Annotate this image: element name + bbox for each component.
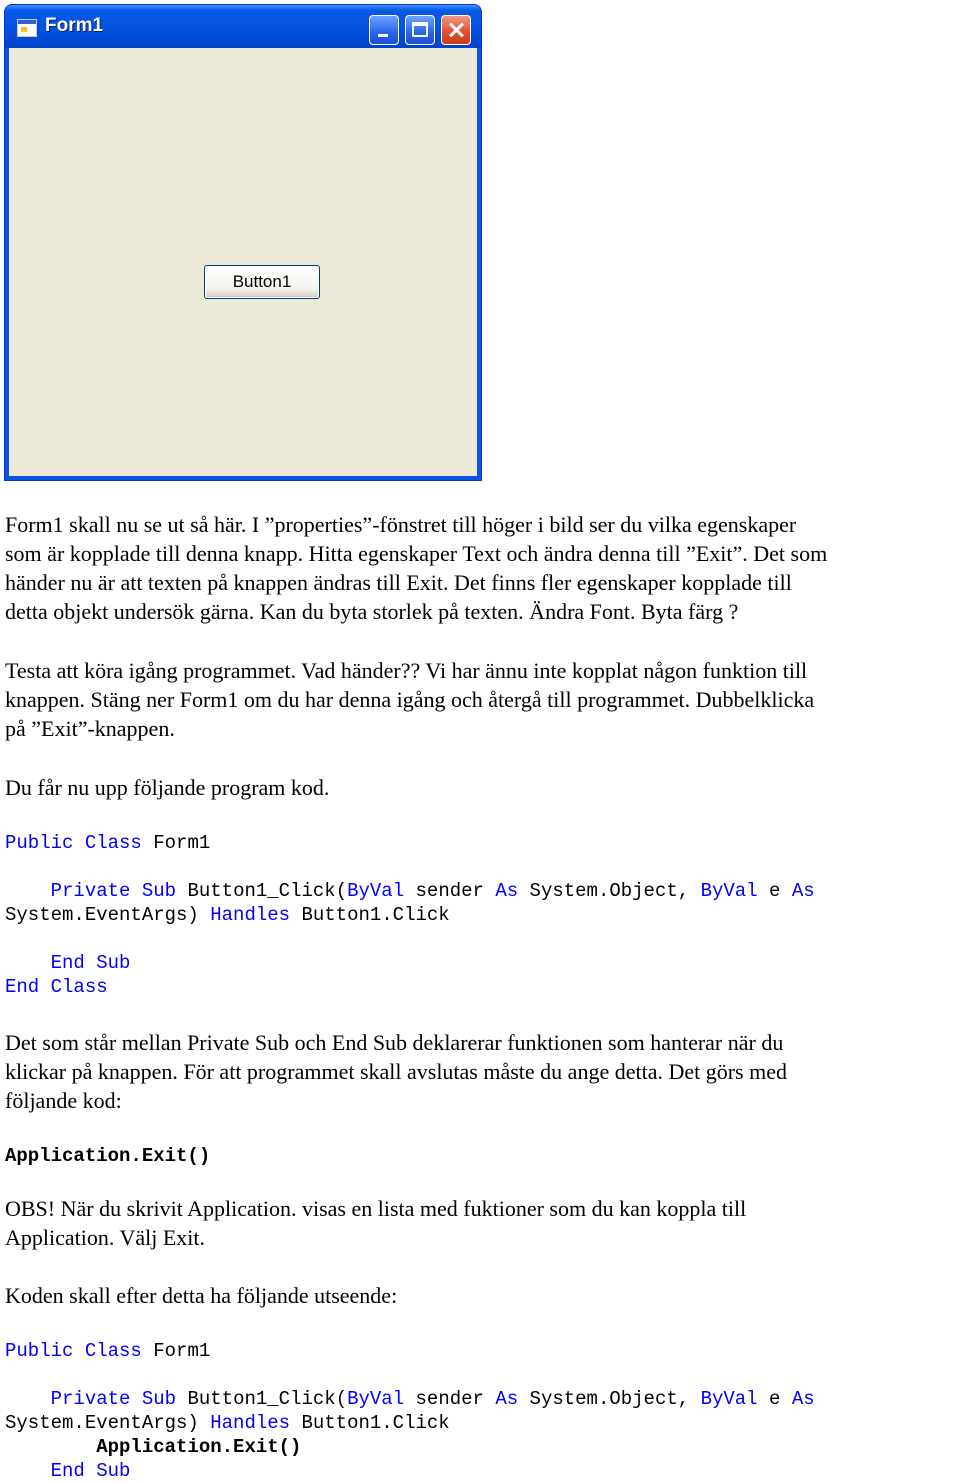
code-line xyxy=(5,1412,450,1434)
keyword: Public xyxy=(5,832,74,854)
keyword: As xyxy=(495,880,519,902)
keyword: End xyxy=(50,952,85,974)
keyword: ByVal xyxy=(700,1388,758,1410)
paragraph-run-program xyxy=(5,656,957,743)
code-line xyxy=(5,1436,301,1458)
text-line: detta objekt undersök gärna. Kan du byta storlek på texten. Ändra Font. Byta färg ? xyxy=(5,599,739,624)
keyword: End xyxy=(5,976,40,998)
close-icon xyxy=(442,16,470,44)
code-line xyxy=(5,880,815,902)
code-line xyxy=(5,1388,815,1410)
code-line xyxy=(5,1340,210,1362)
keyword: Private xyxy=(50,1388,131,1410)
text-line: på ”Exit”-knappen. xyxy=(5,716,175,741)
code-text: sender xyxy=(404,880,496,902)
minimize-button[interactable] xyxy=(369,15,399,45)
text-line: klickar på knappen. För att programmet skall avslutas måste du ange detta. Det görs med xyxy=(5,1059,787,1084)
window-title: Form1 xyxy=(45,15,104,36)
paragraph-intro xyxy=(5,510,957,626)
text-line: knappen. Stäng ner Form1 om du har denna igång och återgå till programmet. Dubbelklicka xyxy=(5,687,815,712)
code-text: System.Object, xyxy=(518,880,701,902)
code-line xyxy=(5,976,108,998)
code-exit-call: Application.Exit() xyxy=(5,1145,211,1167)
paragraph-note xyxy=(5,1194,957,1252)
form1-window xyxy=(4,4,482,481)
text-line: Koden skall efter detta ha följande utseende: xyxy=(5,1283,398,1308)
keyword: Class xyxy=(84,1340,142,1362)
keyword: Class xyxy=(50,976,108,998)
code-text: e xyxy=(757,880,792,902)
keyword: Private xyxy=(50,880,131,902)
keyword: End xyxy=(50,1460,85,1482)
code-text: Button1.Click xyxy=(290,904,450,926)
code-text: e xyxy=(757,1388,792,1410)
code-exit-call: Application.Exit() xyxy=(96,1436,302,1458)
code-text: System.EventArgs) xyxy=(5,904,211,926)
maximize-button[interactable] xyxy=(405,15,435,45)
keyword: As xyxy=(791,880,815,902)
code-block-initial xyxy=(5,831,815,999)
text-line: Form1 skall nu se ut så här. I ”properties”-fönstret till höger i bild ser du vilka egenskaper xyxy=(5,512,797,537)
text-line: händer nu är att texten på knappen ändras till Exit. Det finns fler egenskaper kopplade till xyxy=(5,570,792,595)
code-line xyxy=(5,904,450,926)
code-text: Button1_Click( xyxy=(176,1388,348,1410)
keyword: Public xyxy=(5,1340,74,1362)
keyword: ByVal xyxy=(347,1388,405,1410)
code-text: Button1_Click( xyxy=(176,880,348,902)
code-line xyxy=(5,952,130,974)
code-line xyxy=(5,832,210,854)
window-titlebar[interactable] xyxy=(5,5,481,48)
code-text: Form1 xyxy=(141,832,211,854)
keyword: Sub xyxy=(96,952,131,974)
text-line: Du får nu upp följande program kod. xyxy=(5,775,330,800)
paragraph-code-intro xyxy=(5,773,957,802)
text-line: OBS! När du skrivit Application. visas en lista med fuktioner som du kan koppla till xyxy=(5,1196,747,1221)
button1[interactable]: Button1 xyxy=(204,265,320,299)
minimize-icon xyxy=(378,34,388,37)
text-line: följande kod: xyxy=(5,1088,122,1113)
code-text: Form1 xyxy=(141,1340,211,1362)
keyword: Handles xyxy=(210,904,291,926)
keyword: ByVal xyxy=(347,880,405,902)
keyword: Class xyxy=(84,832,142,854)
form-client-area xyxy=(9,48,477,476)
keyword: As xyxy=(791,1388,815,1410)
text-line: Application. Välj Exit. xyxy=(5,1225,206,1250)
keyword: Sub xyxy=(141,1388,177,1410)
close-button[interactable] xyxy=(441,15,471,45)
maximize-icon xyxy=(412,22,428,37)
app-form-icon xyxy=(17,19,37,37)
keyword: Sub xyxy=(141,880,177,902)
keyword: As xyxy=(495,1388,519,1410)
paragraph-explanation xyxy=(5,1028,957,1115)
text-line: Testa att köra igång programmet. Vad händer?? Vi har ännu inte kopplat någon funktion till xyxy=(5,658,808,683)
keyword: Sub xyxy=(96,1460,131,1482)
keyword: Handles xyxy=(210,1412,291,1434)
code-text: System.EventArgs) xyxy=(5,1412,211,1434)
text-line: Det som står mellan Private Sub och End Sub deklarerar funktionen som hanterar när du xyxy=(5,1030,784,1055)
code-line xyxy=(5,1460,130,1482)
paragraph-final-intro xyxy=(5,1281,957,1310)
code-text: sender xyxy=(404,1388,496,1410)
code-text: System.Object, xyxy=(518,1388,701,1410)
code-block-final xyxy=(5,1339,815,1483)
code-text: Button1.Click xyxy=(290,1412,450,1434)
text-line: som är kopplade till denna knapp. Hitta egenskaper Text och ändra denna till ”Exit”. Det som xyxy=(5,541,828,566)
keyword: ByVal xyxy=(700,880,758,902)
